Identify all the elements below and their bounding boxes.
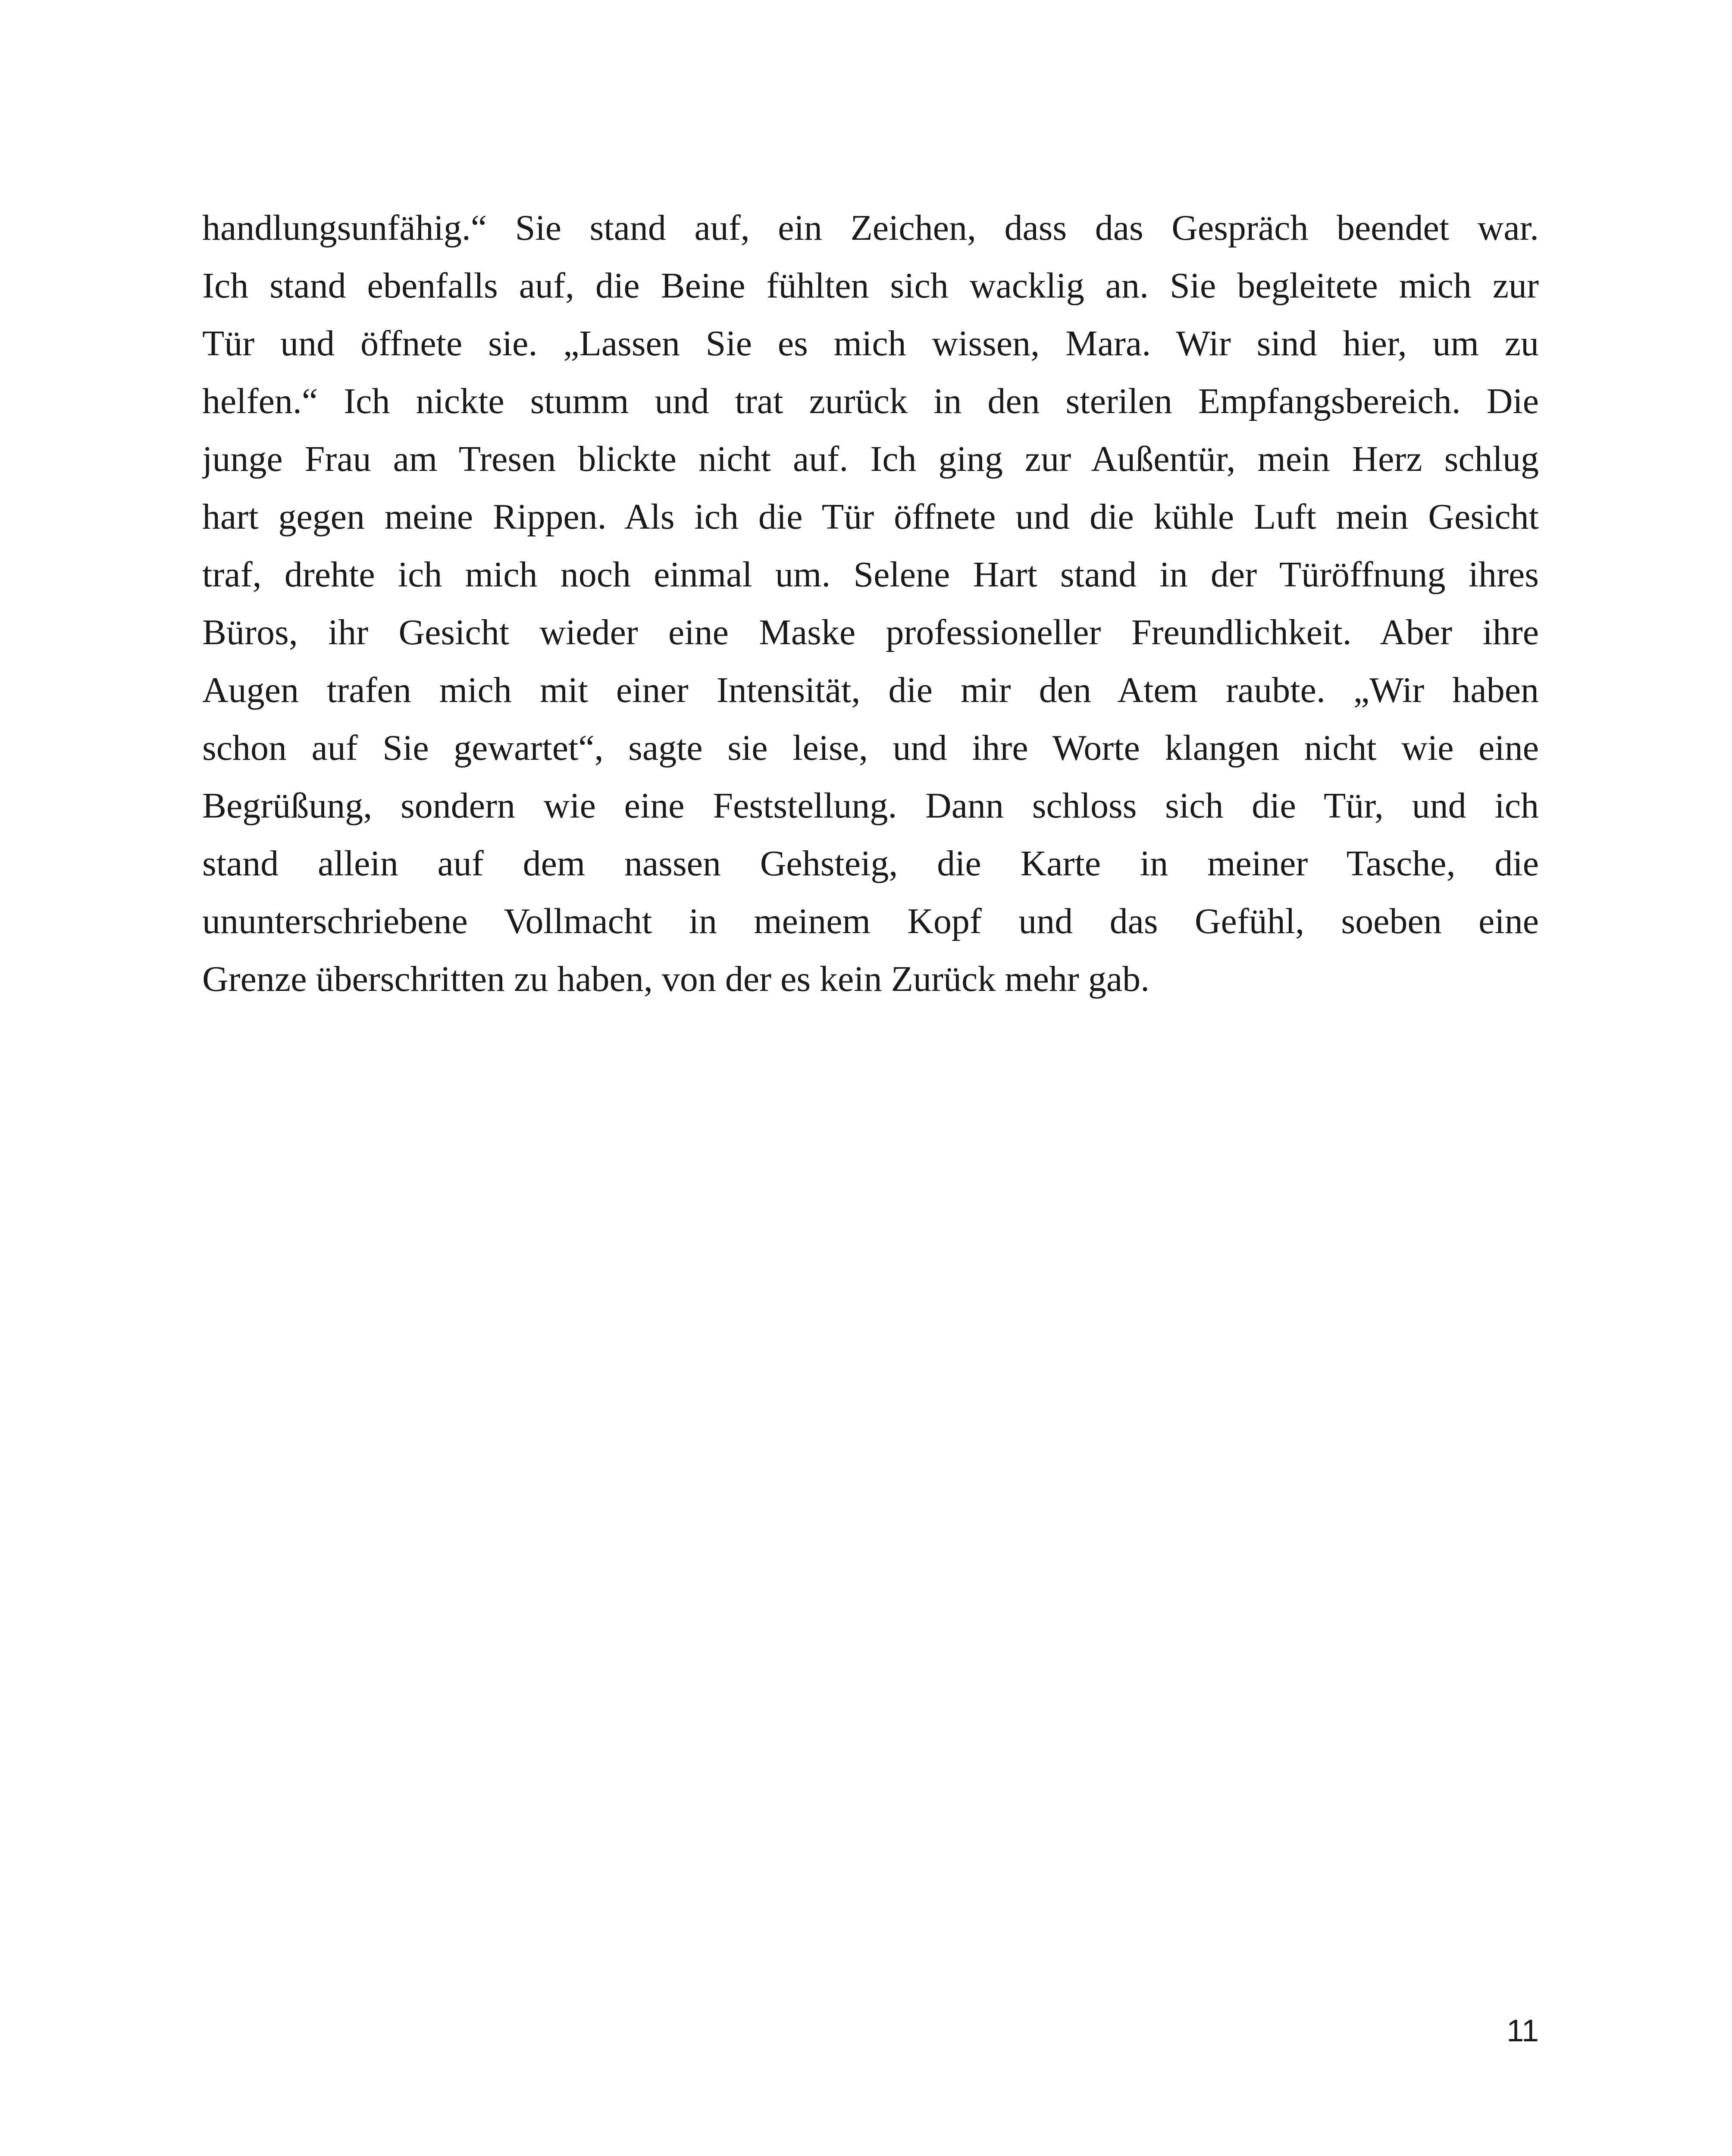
paragraph-line: traf, drehte ich mich noch einmal um. Selene Hart stand in der Türöffnung ihres [202,555,1539,595]
paragraph-line: helfen.“ Ich nickte stumm und trat zurück in den sterilen Empfangsbereich. Die [202,381,1539,421]
paragraph-line: handlungsunfähig.“ Sie stand auf, ein Zeichen, dass das Gespräch beendet war. [202,208,1539,248]
paragraph-line: schon auf Sie gewartet“, sagte sie leise, und ihre Worte klangen nicht wie eine [202,728,1539,768]
paragraph-line: junge Frau am Tresen blickte nicht auf. Ich ging zur Außentür, mein Herz schlug [202,439,1539,479]
paragraph-line: hart gegen meine Rippen. Als ich die Tür öffnete und die kühle Luft mein Gesicht [202,497,1539,537]
paragraph-line: Büros, ihr Gesicht wieder eine Maske professioneller Freundlichkeit. Aber ihre [202,612,1539,652]
paragraph-line: ununterschriebene Vollmacht in meinem Kopf und das Gefühl, soeben eine [202,901,1539,941]
paragraph-line: Tür und öffnete sie. „Lassen Sie es mich wissen, Mara. Wir sind hier, um zu [202,323,1539,364]
paragraph-line: Ich stand ebenfalls auf, die Beine fühlten sich wacklig an. Sie begleitete mich zur [202,266,1539,306]
paragraph-line: Grenze überschritten zu haben, von der es kein Zurück mehr gab. [202,959,1150,999]
paragraph-line: Begrüßung, sondern wie eine Feststellung. Dann schloss sich die Tür, und ich [202,786,1539,826]
paragraph-line: stand allein auf dem nassen Gehsteig, die Karte in meiner Tasche, die [202,843,1539,884]
page-number: 11 [1506,2014,1539,2048]
body-paragraph [202,199,1539,1008]
paragraph-line: Augen trafen mich mit einer Intensität, die mir den Atem raubte. „Wir haben [202,670,1539,710]
